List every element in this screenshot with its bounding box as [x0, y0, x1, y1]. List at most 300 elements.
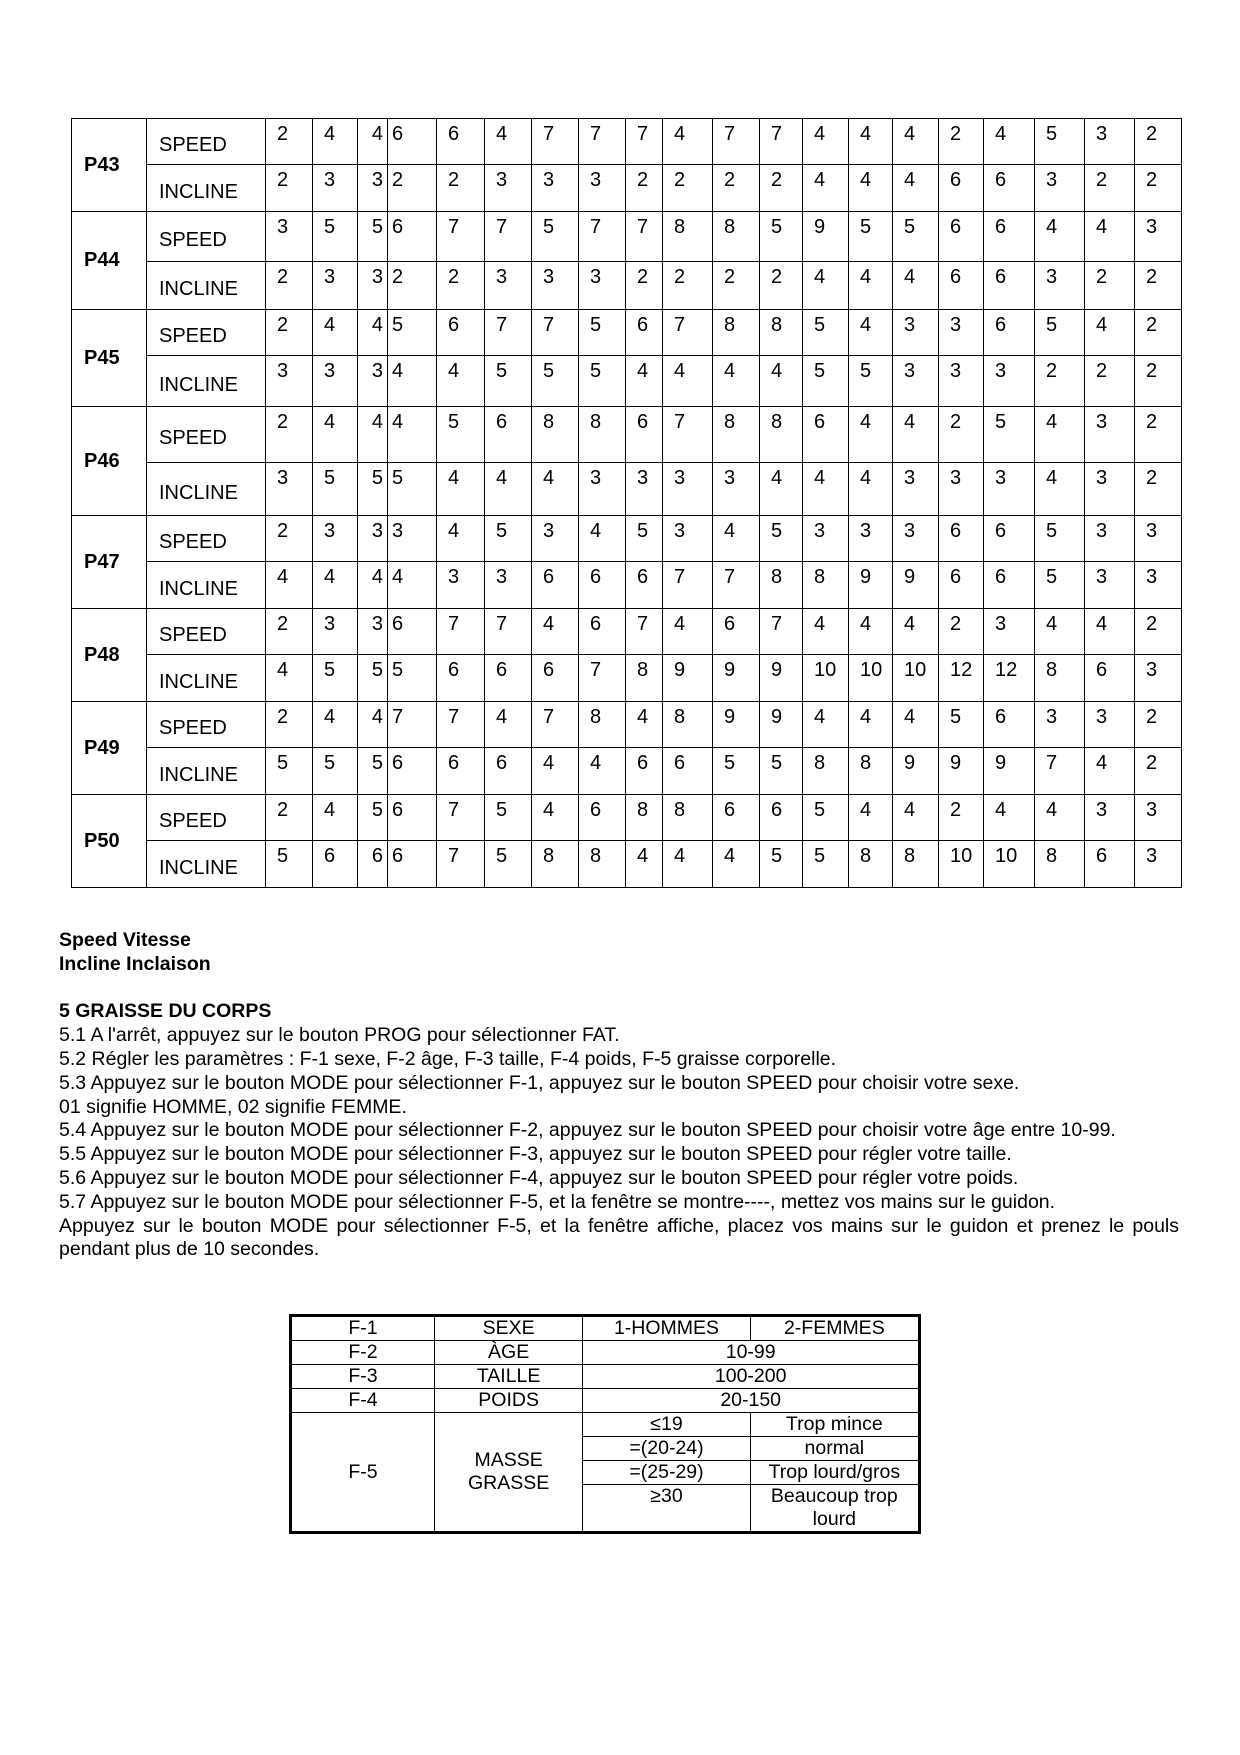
incline-value: 4	[266, 655, 313, 702]
incline-value: 2	[626, 165, 663, 212]
incline-value: 5	[760, 841, 803, 888]
incline-value: 3	[358, 165, 388, 212]
speed-label: SPEED	[147, 702, 266, 748]
speed-value: 6	[579, 609, 626, 655]
speed-value: 6	[984, 516, 1035, 562]
f5-band-label: Trop lourd/gros	[750, 1461, 919, 1485]
speed-value: 4	[984, 795, 1035, 841]
incline-label: INCLINE	[147, 562, 266, 609]
incline-value: 3	[1035, 165, 1085, 212]
incline-value: 3	[984, 463, 1035, 516]
incline-value: 5	[849, 356, 893, 407]
incline-value: 3	[1135, 655, 1182, 702]
incline-value: 2	[1035, 356, 1085, 407]
incline-value: 6	[437, 748, 485, 795]
section-heading: 5 GRAISSE DU CORPS	[59, 1000, 272, 1023]
speed-value: 4	[532, 795, 579, 841]
instruction-pulse: Appuyez sur le bouton MODE pour sélectionner F-5, et la fenêtre affiche, placez vos mains sur le guidon et prenez le pouls pendant plus de 10 secondes.	[59, 1214, 1179, 1261]
speed-value: 7	[532, 119, 579, 165]
incline-value: 3	[893, 463, 939, 516]
incline-value: 9	[893, 562, 939, 609]
incline-value: 12	[939, 655, 984, 702]
speed-value: 2	[939, 609, 984, 655]
speed-value: 4	[1085, 212, 1135, 262]
speed-value: 7	[663, 407, 713, 463]
f1-option-1: 1-HOMMES	[583, 1316, 750, 1341]
incline-value: 3	[579, 262, 626, 310]
incline-value: 6	[532, 562, 579, 609]
incline-value: 3	[984, 356, 1035, 407]
program-table-body	[72, 119, 1182, 888]
incline-value: 8	[803, 562, 849, 609]
speed-value: 6	[388, 119, 437, 165]
speed-value: 3	[1135, 795, 1182, 841]
incline-value: 4	[437, 463, 485, 516]
speed-value: 4	[626, 702, 663, 748]
speed-value: 4	[388, 407, 437, 463]
program-id: P46	[72, 407, 147, 516]
incline-value: 4	[532, 748, 579, 795]
incline-value: 2	[663, 262, 713, 310]
program-speed-row	[72, 407, 1182, 463]
instruction-5-3: 5.3 Appuyez sur le bouton MODE pour sélectionner F-1, appuyez sur le bouton SPEED pour choisir votre sexe.	[59, 1071, 1020, 1094]
incline-value: 2	[266, 165, 313, 212]
incline-value: 10	[803, 655, 849, 702]
instruction-5-4: 5.4 Appuyez sur le bouton MODE pour sélectionner F-2, appuyez sur le bouton SPEED pour choisir votre âge entre 10-99.	[59, 1119, 1116, 1142]
incline-value: 4	[760, 356, 803, 407]
f2-range: 10-99	[583, 1341, 920, 1365]
body-fat-settings-table	[289, 1314, 921, 1534]
program-id: P43	[72, 119, 147, 212]
incline-value: 2	[1135, 463, 1182, 516]
program-incline-row	[72, 562, 1182, 609]
speed-value: 4	[358, 310, 388, 356]
incline-value: 6	[939, 165, 984, 212]
incline-value: 7	[579, 655, 626, 702]
speed-value: 5	[803, 795, 849, 841]
instruction-5-1: 5.1 A l'arrêt, appuyez sur le bouton PROG pour sélectionner FAT.	[59, 1024, 620, 1047]
program-id: P45	[72, 310, 147, 407]
speed-value: 3	[358, 609, 388, 655]
f2-name: ÀGE	[434, 1341, 582, 1365]
f2-row	[291, 1341, 920, 1365]
incline-value: 3	[939, 463, 984, 516]
speed-value: 5	[579, 310, 626, 356]
speed-value: 4	[358, 702, 388, 748]
incline-value: 4	[663, 356, 713, 407]
speed-value: 4	[803, 609, 849, 655]
program-speed-row	[72, 119, 1182, 165]
incline-value: 6	[984, 562, 1035, 609]
incline-value: 8	[532, 841, 579, 888]
incline-value: 9	[939, 748, 984, 795]
incline-value: 6	[939, 562, 984, 609]
speed-value: 4	[358, 407, 388, 463]
incline-value: 5	[266, 748, 313, 795]
incline-value: 3	[1035, 262, 1085, 310]
speed-value: 4	[1035, 407, 1085, 463]
speed-value: 3	[1085, 119, 1135, 165]
f1-code: F-1	[291, 1316, 435, 1341]
f1-row	[291, 1316, 920, 1341]
instruction-5-6: 5.6 Appuyez sur le bouton MODE pour sélectionner F-4, appuyez sur le bouton SPEED pour régler votre poids.	[59, 1166, 1019, 1189]
incline-value: 2	[713, 165, 760, 212]
program-id: P49	[72, 702, 147, 795]
program-table	[71, 118, 1182, 888]
incline-value: 5	[1035, 562, 1085, 609]
incline-value: 4	[266, 562, 313, 609]
speed-value: 3	[663, 516, 713, 562]
incline-value: 3	[1085, 562, 1135, 609]
speed-value: 6	[713, 609, 760, 655]
instruction-5-5: 5.5 Appuyez sur le bouton MODE pour sélectionner F-3, appuyez sur le bouton SPEED pour régler votre taille.	[59, 1143, 1012, 1166]
speed-value: 2	[1135, 310, 1182, 356]
speed-value: 4	[849, 407, 893, 463]
f1-option-2: 2-FEMMES	[750, 1316, 919, 1341]
speed-value: 2	[1135, 702, 1182, 748]
incline-value: 3	[313, 356, 358, 407]
speed-value: 3	[266, 212, 313, 262]
incline-value: 5	[532, 356, 579, 407]
speed-value: 8	[532, 407, 579, 463]
incline-value: 6	[485, 748, 532, 795]
speed-value: 8	[663, 702, 713, 748]
speed-value: 3	[532, 516, 579, 562]
speed-value: 7	[485, 609, 532, 655]
speed-label: SPEED	[147, 119, 266, 165]
speed-value: 4	[485, 119, 532, 165]
speed-value: 2	[1135, 407, 1182, 463]
speed-value: 2	[266, 609, 313, 655]
speed-value: 2	[266, 795, 313, 841]
speed-value: 7	[713, 119, 760, 165]
incline-value: 5	[313, 463, 358, 516]
speed-value: 4	[313, 119, 358, 165]
speed-value: 7	[626, 119, 663, 165]
speed-value: 6	[388, 795, 437, 841]
incline-value: 4	[803, 165, 849, 212]
f5-band-label: Trop mince	[750, 1413, 919, 1437]
speed-value: 7	[626, 212, 663, 262]
incline-value: 2	[1085, 262, 1135, 310]
incline-value: 6	[939, 262, 984, 310]
incline-value: 3	[532, 165, 579, 212]
speed-value: 2	[266, 310, 313, 356]
incline-value: 5	[313, 748, 358, 795]
speed-value: 6	[437, 310, 485, 356]
speed-value: 2	[266, 702, 313, 748]
incline-value: 2	[1135, 356, 1182, 407]
incline-value: 2	[388, 165, 437, 212]
speed-value: 7	[579, 212, 626, 262]
speed-value: 6	[939, 212, 984, 262]
incline-value: 12	[984, 655, 1035, 702]
incline-value: 8	[803, 748, 849, 795]
incline-value: 10	[984, 841, 1035, 888]
speed-value: 4	[893, 119, 939, 165]
incline-value: 3	[1085, 463, 1135, 516]
incline-value: 5	[313, 655, 358, 702]
incline-value: 3	[626, 463, 663, 516]
incline-value: 6	[485, 655, 532, 702]
speed-value: 5	[313, 212, 358, 262]
speed-value: 4	[437, 516, 485, 562]
incline-value: 6	[388, 841, 437, 888]
speed-value: 8	[713, 310, 760, 356]
speed-value: 6	[485, 407, 532, 463]
speed-value: 7	[388, 702, 437, 748]
speed-value: 6	[437, 119, 485, 165]
speed-value: 5	[1035, 310, 1085, 356]
incline-value: 8	[1035, 841, 1085, 888]
speed-value: 3	[1085, 795, 1135, 841]
f4-code: F-4	[291, 1389, 435, 1413]
incline-value: 8	[849, 841, 893, 888]
incline-value: 6	[984, 262, 1035, 310]
incline-value: 4	[713, 841, 760, 888]
speed-value: 4	[803, 702, 849, 748]
speed-value: 4	[1085, 609, 1135, 655]
f5-band-label: normal	[750, 1437, 919, 1461]
instruction-sex-codes: 01 signifie HOMME, 02 signifie FEMME.	[59, 1095, 407, 1118]
incline-value: 8	[893, 841, 939, 888]
incline-value: 6	[984, 165, 1035, 212]
incline-value: 4	[849, 463, 893, 516]
incline-value: 8	[849, 748, 893, 795]
incline-value: 4	[579, 748, 626, 795]
incline-label: INCLINE	[147, 655, 266, 702]
f5-band-range: =(25-29)	[583, 1461, 750, 1485]
speed-value: 4	[1035, 212, 1085, 262]
incline-value: 7	[713, 562, 760, 609]
speed-value: 4	[803, 119, 849, 165]
incline-label: INCLINE	[147, 356, 266, 407]
incline-value: 2	[1085, 165, 1135, 212]
incline-value: 4	[1085, 748, 1135, 795]
incline-value: 8	[579, 841, 626, 888]
speed-value: 5	[893, 212, 939, 262]
incline-value: 2	[760, 165, 803, 212]
incline-value: 3	[579, 463, 626, 516]
speed-value: 3	[1085, 516, 1135, 562]
incline-value: 4	[803, 463, 849, 516]
speed-value: 8	[713, 212, 760, 262]
speed-value: 7	[437, 609, 485, 655]
speed-value: 6	[713, 795, 760, 841]
incline-label: INCLINE	[147, 841, 266, 888]
speed-value: 4	[1035, 795, 1085, 841]
speed-value: 9	[713, 702, 760, 748]
incline-value: 6	[1085, 655, 1135, 702]
speed-value: 3	[1135, 212, 1182, 262]
speed-value: 3	[388, 516, 437, 562]
incline-value: 2	[1135, 165, 1182, 212]
program-id: P47	[72, 516, 147, 609]
incline-value: 4	[626, 841, 663, 888]
incline-value: 6	[626, 562, 663, 609]
program-incline-row	[72, 262, 1182, 310]
speed-value: 2	[939, 407, 984, 463]
speed-value: 4	[893, 702, 939, 748]
speed-value: 6	[388, 212, 437, 262]
speed-value: 7	[532, 310, 579, 356]
speed-value: 3	[939, 310, 984, 356]
incline-value: 3	[266, 463, 313, 516]
incline-value: 2	[760, 262, 803, 310]
speed-value: 2	[1135, 119, 1182, 165]
incline-value: 4	[760, 463, 803, 516]
speed-value: 5	[358, 212, 388, 262]
incline-value: 5	[579, 356, 626, 407]
speed-value: 3	[1085, 407, 1135, 463]
f5-band-range: ≤19	[583, 1413, 750, 1437]
incline-value: 4	[626, 356, 663, 407]
legend-incline: Incline Inclaison	[59, 952, 211, 975]
incline-value: 4	[388, 356, 437, 407]
speed-value: 6	[803, 407, 849, 463]
f3-code: F-3	[291, 1365, 435, 1389]
speed-value: 2	[266, 119, 313, 165]
speed-value: 9	[803, 212, 849, 262]
incline-value: 3	[437, 562, 485, 609]
incline-value: 3	[485, 562, 532, 609]
speed-value: 7	[626, 609, 663, 655]
speed-value: 5	[849, 212, 893, 262]
program-speed-row	[72, 795, 1182, 841]
incline-value: 4	[893, 262, 939, 310]
program-speed-row	[72, 702, 1182, 748]
speed-value: 4	[849, 609, 893, 655]
speed-label: SPEED	[147, 795, 266, 841]
program-incline-row	[72, 165, 1182, 212]
incline-value: 6	[313, 841, 358, 888]
speed-value: 5	[1035, 119, 1085, 165]
f3-row	[291, 1365, 920, 1389]
speed-value: 6	[984, 702, 1035, 748]
f5-band-range: ≥30	[583, 1485, 750, 1533]
legend-speed: Speed Vitesse	[59, 929, 191, 951]
f3-name: TAILLE	[434, 1365, 582, 1389]
speed-value: 2	[939, 795, 984, 841]
speed-value: 6	[760, 795, 803, 841]
incline-value: 9	[663, 655, 713, 702]
speed-value: 4	[893, 795, 939, 841]
speed-value: 4	[313, 702, 358, 748]
speed-value: 8	[760, 310, 803, 356]
speed-value: 6	[388, 609, 437, 655]
f5-name-line-2: GRASSE	[467, 1472, 550, 1494]
incline-value: 2	[626, 262, 663, 310]
incline-value: 5	[388, 655, 437, 702]
speed-value: 5	[532, 212, 579, 262]
incline-value: 4	[388, 562, 437, 609]
program-id: P50	[72, 795, 147, 888]
speed-value: 4	[313, 407, 358, 463]
speed-value: 9	[760, 702, 803, 748]
speed-value: 8	[663, 795, 713, 841]
incline-value: 7	[437, 841, 485, 888]
speed-value: 2	[266, 407, 313, 463]
incline-value: 10	[849, 655, 893, 702]
incline-value: 6	[358, 841, 388, 888]
program-speed-row	[72, 609, 1182, 655]
incline-value: 3	[713, 463, 760, 516]
program-speed-row	[72, 212, 1182, 262]
speed-value: 4	[663, 119, 713, 165]
speed-value: 2	[939, 119, 984, 165]
incline-value: 2	[1135, 262, 1182, 310]
speed-label: SPEED	[147, 609, 266, 655]
speed-label: SPEED	[147, 212, 266, 262]
incline-value: 2	[713, 262, 760, 310]
speed-value: 6	[984, 212, 1035, 262]
speed-value: 5	[760, 516, 803, 562]
incline-value: 7	[663, 562, 713, 609]
incline-value: 9	[893, 748, 939, 795]
f2-code: F-2	[291, 1341, 435, 1365]
incline-value: 5	[358, 655, 388, 702]
incline-value: 7	[1035, 748, 1085, 795]
speed-value: 8	[579, 702, 626, 748]
incline-value: 3	[939, 356, 984, 407]
f5-band-label: Beaucoup trop lourd	[750, 1485, 919, 1533]
incline-value: 9	[713, 655, 760, 702]
speed-value: 8	[760, 407, 803, 463]
speed-value: 8	[626, 795, 663, 841]
speed-value: 3	[358, 516, 388, 562]
incline-value: 8	[1035, 655, 1085, 702]
f5-band-range: =(20-24)	[583, 1437, 750, 1461]
incline-value: 5	[803, 841, 849, 888]
speed-value: 3	[1085, 702, 1135, 748]
incline-label: INCLINE	[147, 262, 266, 310]
program-incline-row	[72, 655, 1182, 702]
speed-value: 8	[579, 407, 626, 463]
incline-value: 2	[437, 262, 485, 310]
speed-value: 5	[485, 516, 532, 562]
speed-value: 7	[760, 609, 803, 655]
f5-code: F-5	[291, 1413, 435, 1533]
program-id: P48	[72, 609, 147, 702]
incline-value: 2	[1085, 356, 1135, 407]
speed-value: 7	[437, 702, 485, 748]
incline-value: 6	[579, 562, 626, 609]
incline-value: 2	[437, 165, 485, 212]
speed-value: 7	[485, 310, 532, 356]
f1-name: SEXE	[434, 1316, 582, 1341]
speed-value: 5	[388, 310, 437, 356]
f4-name: POIDS	[434, 1389, 582, 1413]
incline-value: 10	[893, 655, 939, 702]
speed-value: 7	[663, 310, 713, 356]
incline-value: 3	[1135, 841, 1182, 888]
instruction-5-2: 5.2 Régler les paramètres : F-1 sexe, F-2 âge, F-3 taille, F-4 poids, F-5 graisse corporelle.	[59, 1047, 837, 1070]
speed-value: 3	[313, 609, 358, 655]
speed-value: 4	[485, 702, 532, 748]
speed-value: 4	[1035, 609, 1085, 655]
speed-value: 7	[579, 119, 626, 165]
incline-value: 3	[893, 356, 939, 407]
incline-value: 5	[358, 748, 388, 795]
incline-value: 5	[760, 748, 803, 795]
incline-value: 6	[1085, 841, 1135, 888]
incline-value: 8	[626, 655, 663, 702]
f5-row	[291, 1413, 920, 1437]
incline-value: 9	[984, 748, 1035, 795]
speed-value: 6	[626, 407, 663, 463]
speed-value: 7	[437, 795, 485, 841]
program-speed-row	[72, 310, 1182, 356]
